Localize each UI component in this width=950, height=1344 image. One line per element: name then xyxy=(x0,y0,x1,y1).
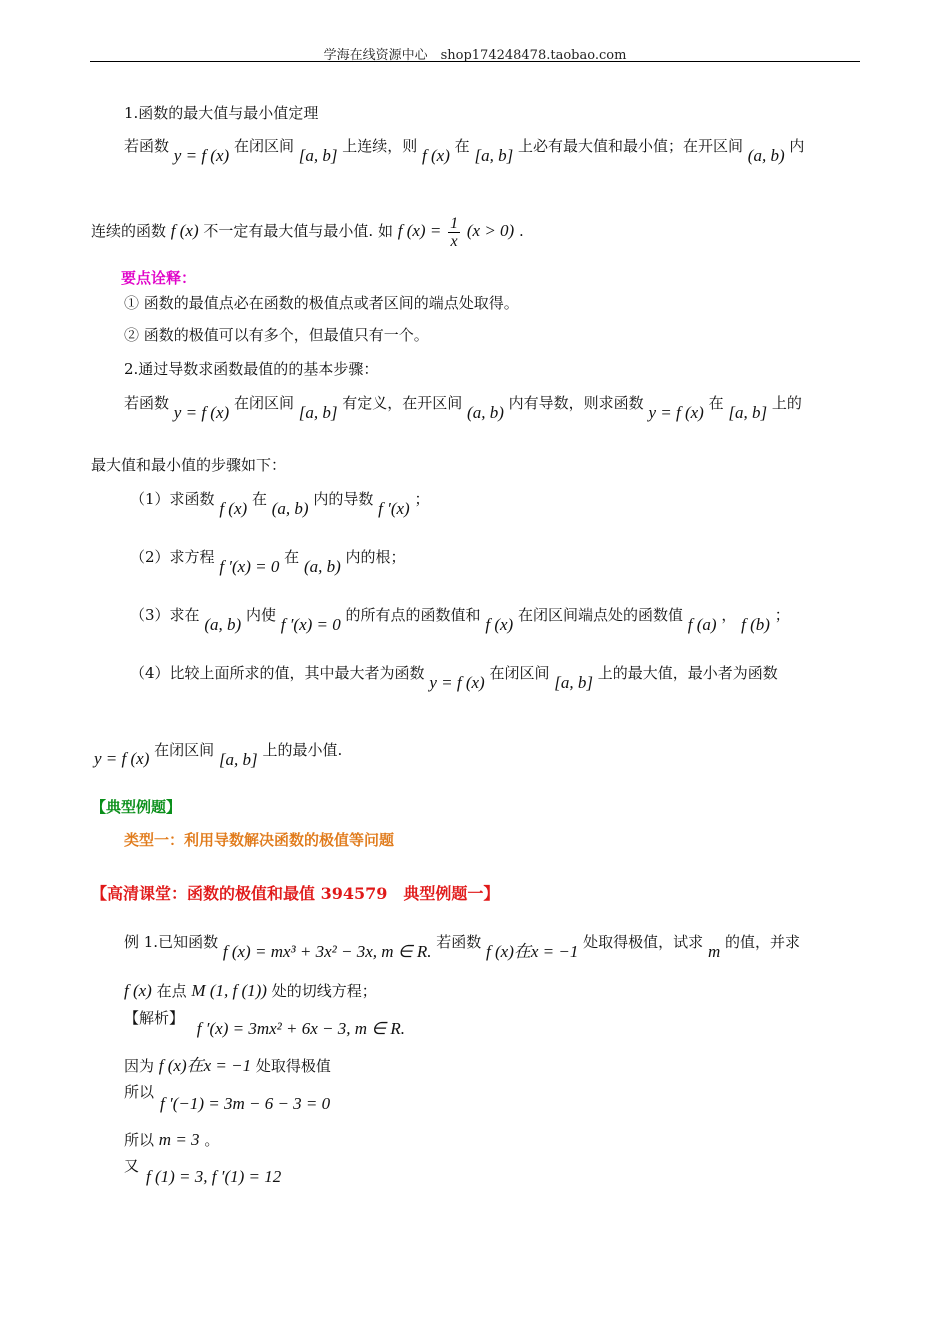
fraction-numerator: 1 xyxy=(450,214,459,232)
math: f (x) xyxy=(485,615,514,634)
math: f (x) xyxy=(219,499,248,518)
math: f (b) xyxy=(741,615,770,634)
notes-title: 要点诠释： xyxy=(121,269,197,287)
math: f (a) xyxy=(687,615,717,634)
step-3 xyxy=(130,605,790,634)
text: （4）比较上面所求的值，其中最大者为函数 xyxy=(130,664,425,682)
math: m xyxy=(707,942,721,961)
text: 在闭区间 xyxy=(233,137,294,155)
math: f ′(x) = 3mx² + 6x − 3, m ∈ R. xyxy=(196,1019,405,1038)
math: f (1) = 3, f ′(1) = 12 xyxy=(146,1167,282,1186)
math: f (x) xyxy=(422,146,450,165)
math: [a, b] xyxy=(218,750,258,769)
math: f (x) xyxy=(124,981,152,1000)
so-line2 xyxy=(124,1130,219,1150)
solution-line1 xyxy=(124,1008,405,1038)
so-line1-equation xyxy=(160,1094,330,1114)
math: f (x)在x = −1 xyxy=(158,1056,252,1075)
step-1 xyxy=(130,489,430,518)
section1-title: 1.函数的最大值与最小值定理 xyxy=(124,104,319,122)
fraction-1-over-x xyxy=(448,215,460,250)
text: ； xyxy=(774,606,790,624)
again-equation xyxy=(146,1167,281,1187)
step-4 xyxy=(130,663,778,692)
text: 的所有点的函数值和 xyxy=(345,606,481,624)
math: f ′(x) xyxy=(378,499,410,518)
example-1-question-line1 xyxy=(124,932,801,961)
text: 在闭区间 xyxy=(489,664,550,682)
text: 的值，并求 xyxy=(725,933,801,951)
text: 上的 xyxy=(771,394,802,412)
text: 在 xyxy=(284,548,300,566)
solution-label: 【解析】 xyxy=(124,1009,185,1027)
section1-line2 xyxy=(91,212,524,250)
so-line1 xyxy=(124,1082,154,1102)
math: (a, b) xyxy=(747,146,785,165)
math: f ′(−1) = 3m − 6 − 3 = 0 xyxy=(160,1094,331,1113)
text: 例 1.已知函数 xyxy=(124,933,219,951)
text: 在 xyxy=(251,490,267,508)
examples-heading: 【典型例题】 xyxy=(91,798,182,816)
math: (a, b) xyxy=(271,499,309,518)
text: 。 xyxy=(204,1131,220,1149)
step-4-continued xyxy=(94,740,343,769)
text: 上的最小值. xyxy=(262,741,343,759)
math: f ′(x) = 0 xyxy=(219,557,280,576)
text: （3）求在 xyxy=(130,606,200,624)
text: 内 xyxy=(789,137,805,155)
text: 在闭区间端点处的函数值 xyxy=(517,606,683,624)
text: . xyxy=(519,222,524,240)
math: y = f (x) xyxy=(648,403,704,422)
math: f (x) = xyxy=(397,221,442,240)
section2-line1 xyxy=(124,393,802,422)
text: 连续的函数 xyxy=(91,222,167,240)
math: [a, b] xyxy=(554,673,593,692)
type-1-heading: 类型一：利用导数解决函数的极值等问题 xyxy=(124,831,395,849)
math: f (x)在x = −1 xyxy=(486,942,579,961)
because-line xyxy=(124,1056,331,1076)
text: 上的最大值，最小者为函数 xyxy=(597,664,778,682)
text: 所以 xyxy=(124,1083,155,1101)
text: 因为 xyxy=(124,1057,155,1075)
text: 在 xyxy=(454,137,470,155)
math: (a, b) xyxy=(467,403,504,422)
text: 在闭区间 xyxy=(233,394,294,412)
math: y = f (x) xyxy=(94,749,150,768)
text: 内使 xyxy=(245,606,276,624)
text: ； xyxy=(414,490,430,508)
text: 在 xyxy=(708,394,724,412)
example-1-question-line2 xyxy=(124,981,377,1001)
step-2 xyxy=(130,547,406,576)
math: y = f (x) xyxy=(173,403,230,422)
text: 在闭区间 xyxy=(154,741,215,759)
text: 处取得极值 xyxy=(255,1057,331,1075)
text: 所以 xyxy=(124,1131,155,1149)
text: 不一定有最大值与最小值. 如 xyxy=(203,222,393,240)
text: 处取得极值，试求 xyxy=(583,933,704,951)
header-rule xyxy=(90,61,860,62)
math: y = f (x) xyxy=(429,673,485,692)
section2-line2: 最大值和最小值的步骤如下： xyxy=(91,456,287,474)
section1-line1 xyxy=(124,136,805,165)
math: (a, b) xyxy=(204,615,242,634)
text: 在点 xyxy=(156,982,187,1000)
text: 上连续，则 xyxy=(342,137,418,155)
math: f (x) = mx³ + 3x² − 3x, m ∈ R. xyxy=(222,942,432,961)
text: 若函数 xyxy=(124,137,170,155)
math: [a, b] xyxy=(298,403,338,422)
math: y = f (x) xyxy=(173,146,230,165)
text: 上必有最大值和最小值；在开区间 xyxy=(517,137,743,155)
math: (x > 0) xyxy=(466,221,515,240)
text: ， xyxy=(721,606,737,624)
class-heading: 【高清课堂：函数的极值和最值 394579 典型例题一】 xyxy=(91,884,500,903)
text: 若函数 xyxy=(124,394,170,412)
math: M (1, f (1)) xyxy=(191,981,267,1000)
text: 内的根； xyxy=(345,548,406,566)
math: (a, b) xyxy=(303,557,341,576)
section2-title: 2.通过导数求函数最值的的基本步骤： xyxy=(124,360,379,378)
text: （2）求方程 xyxy=(130,548,215,566)
text: （1）求函数 xyxy=(130,490,215,508)
math: [a, b] xyxy=(298,146,338,165)
page-header: 学海在线资源中心 shop174248478.taobao.com xyxy=(323,48,627,63)
math: [a, b] xyxy=(728,403,768,422)
text: 处的切线方程； xyxy=(271,982,377,1000)
text: 内有导数，则求函数 xyxy=(508,394,644,412)
math: m = 3 xyxy=(158,1130,200,1149)
math: f ′(x) = 0 xyxy=(280,615,341,634)
note-1: ① 函数的最值点必在函数的极值点或者区间的端点处取得。 xyxy=(124,294,519,312)
note-2: ② 函数的极值可以有多个，但最值只有一个。 xyxy=(124,326,429,344)
text: 又 xyxy=(124,1157,140,1175)
math: [a, b] xyxy=(474,146,514,165)
fraction-denominator: x xyxy=(450,232,458,250)
math: f (x) xyxy=(170,221,199,240)
text: 有定义，在开区间 xyxy=(342,394,463,412)
text: 内的导数 xyxy=(313,490,374,508)
again-line xyxy=(124,1156,139,1176)
text: 若函数 xyxy=(436,933,482,951)
